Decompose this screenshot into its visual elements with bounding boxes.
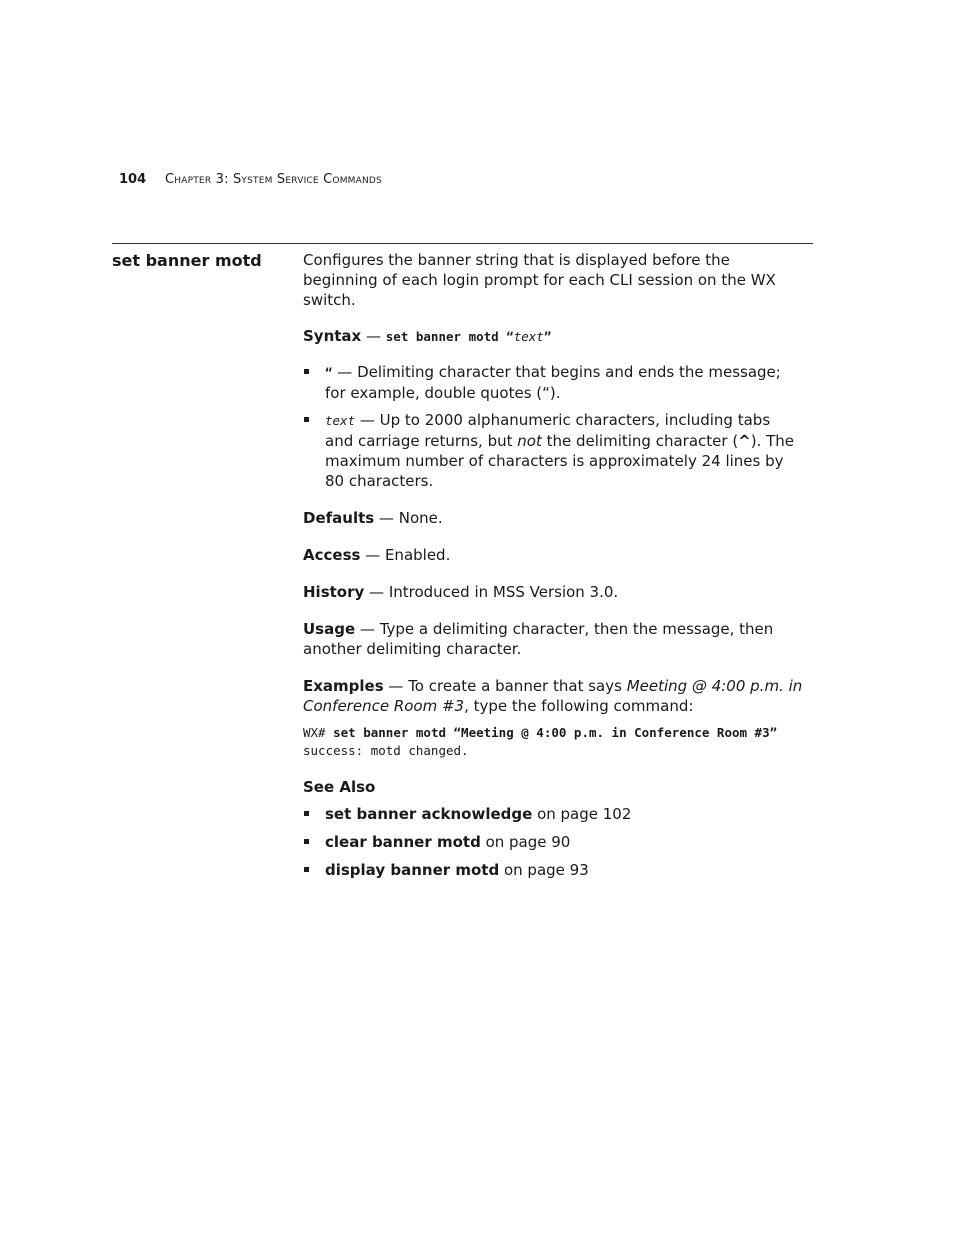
history-label: History bbox=[303, 583, 365, 601]
defaults-label: Defaults bbox=[303, 509, 375, 527]
list-item bbox=[303, 362, 803, 403]
history-line bbox=[303, 582, 803, 602]
chapter-title: Chapter 3: System Service Commands bbox=[165, 172, 382, 187]
bullet-icon bbox=[304, 417, 309, 422]
cli-prompt: WX# bbox=[303, 725, 334, 740]
section-body bbox=[303, 250, 803, 888]
examples-text: , type the following command: bbox=[464, 697, 694, 715]
see-also-title: See Also bbox=[303, 778, 376, 796]
bullet-icon bbox=[304, 867, 309, 872]
see-also-item bbox=[303, 860, 803, 880]
running-header bbox=[119, 171, 382, 189]
syntax-command: set banner motd “ bbox=[385, 329, 514, 344]
usage-label: Usage bbox=[303, 620, 356, 638]
defaults-text: — None. bbox=[374, 509, 443, 527]
see-also-page: on page 102 bbox=[532, 805, 632, 823]
bullet-icon bbox=[304, 811, 309, 816]
param-description: the delimiting character ( bbox=[541, 432, 739, 450]
see-also-link[interactable]: clear banner motd bbox=[325, 833, 481, 851]
bullet-icon bbox=[304, 369, 309, 374]
defaults-line bbox=[303, 508, 803, 528]
page-number: 104 bbox=[119, 172, 147, 187]
see-also-link[interactable]: display banner motd bbox=[325, 861, 500, 879]
cli-output: success: motd changed. bbox=[303, 743, 469, 758]
param-term: text bbox=[325, 413, 356, 428]
syntax-dash: — bbox=[361, 327, 386, 345]
access-line bbox=[303, 545, 803, 565]
cli-command: set banner motd “Meeting @ 4:00 p.m. in Conference Room #3” bbox=[333, 725, 778, 740]
see-also-page: on page 93 bbox=[499, 861, 589, 879]
section-title: set banner motd bbox=[112, 251, 262, 270]
see-also-list bbox=[303, 804, 803, 880]
examples-banner-text: Meeting @ 4:00 p.m. in Conference Room #3 bbox=[303, 677, 803, 715]
param-description: ). The maximum number of characters is approximately 24 lines by 80 characters. bbox=[325, 432, 795, 490]
examples-text: — To create a banner that says bbox=[383, 677, 627, 695]
caret-character: ^ bbox=[738, 432, 751, 450]
param-emphasis: not bbox=[517, 432, 542, 450]
bullet-icon bbox=[304, 839, 309, 844]
see-also-item bbox=[303, 804, 803, 824]
access-text: — Enabled. bbox=[360, 546, 451, 564]
see-also-page: on page 90 bbox=[480, 833, 571, 851]
access-label: Access bbox=[303, 546, 361, 564]
param-term: “ bbox=[325, 365, 333, 380]
param-description: — Delimiting character that begins and ends the message; for example, double quotes (“). bbox=[325, 363, 781, 402]
parameter-list bbox=[303, 362, 803, 491]
code-example bbox=[303, 724, 803, 760]
usage-text: — Type a delimiting character, then the message, then another delimiting character. bbox=[303, 620, 774, 658]
syntax-close-quote: ” bbox=[543, 329, 552, 344]
param-description: — Up to 2000 alphanumeric characters, including tabs and carriage returns, but bbox=[325, 411, 771, 450]
history-text: — Introduced in MSS Version 3.0. bbox=[364, 583, 619, 601]
list-item bbox=[303, 410, 803, 491]
see-also-link[interactable]: set banner acknowledge bbox=[325, 805, 533, 823]
usage-paragraph bbox=[303, 619, 803, 659]
section-divider bbox=[112, 243, 813, 244]
syntax-line bbox=[303, 326, 803, 347]
intro-paragraph: Configures the banner string that is displayed before the beginning of each login prompt for each CLI session on the WX switch. bbox=[303, 251, 776, 309]
syntax-argument: text bbox=[513, 329, 544, 344]
examples-label: Examples bbox=[303, 677, 384, 695]
examples-paragraph bbox=[303, 676, 803, 716]
see-also-item bbox=[303, 832, 803, 852]
syntax-label: Syntax bbox=[303, 327, 362, 345]
